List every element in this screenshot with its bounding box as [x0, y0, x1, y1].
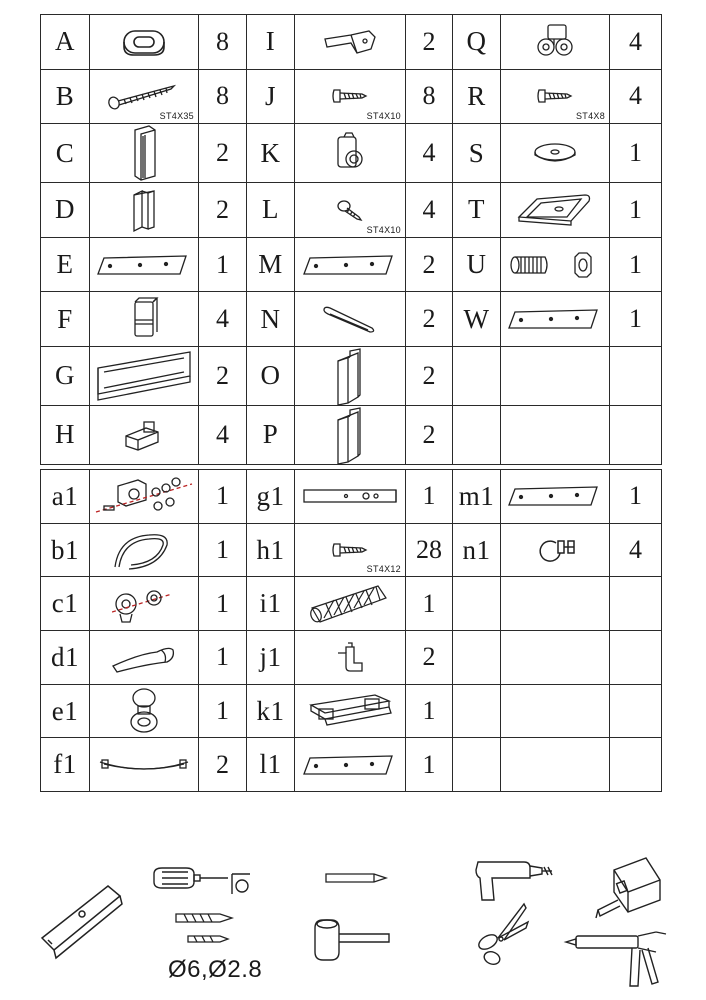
- table-row: [41, 523, 662, 577]
- part-letter: j1: [247, 631, 295, 685]
- part-letter: Q: [453, 15, 501, 70]
- part-quantity: 4: [199, 292, 247, 347]
- part-illustration: [501, 15, 610, 70]
- part-letter: U: [453, 237, 501, 292]
- part-quantity: 8: [199, 15, 247, 70]
- part-illustration: [295, 631, 406, 685]
- part-letter: I: [247, 15, 295, 70]
- part-letter: A: [41, 15, 90, 70]
- table-row: [41, 631, 662, 685]
- drill-bit-icon: [172, 908, 242, 950]
- part-letter: d1: [41, 631, 90, 685]
- part-illustration: [501, 292, 610, 347]
- spirit-level-icon: [38, 878, 128, 963]
- glass-panel-icon: [295, 252, 405, 278]
- round-washer-icon: [501, 141, 609, 165]
- glass-panel-icon: [501, 483, 609, 509]
- part-illustration: [295, 292, 406, 347]
- part-illustration: [295, 346, 406, 405]
- curved-handle-icon: [90, 754, 198, 776]
- part-letter: b1: [41, 523, 90, 577]
- table-row: [41, 470, 662, 524]
- bracket-assembly-icon: [90, 472, 198, 520]
- part-letter: C: [41, 124, 90, 183]
- part-illustration: [295, 684, 406, 738]
- part-letter: h1: [247, 523, 295, 577]
- part-illustration: [90, 577, 199, 631]
- hand-shower-icon: [90, 640, 198, 674]
- part-letter: e1: [41, 684, 90, 738]
- part-quantity: [610, 405, 662, 464]
- table-row: [41, 69, 662, 124]
- part-quantity: 1: [610, 470, 662, 524]
- table-row: [41, 183, 662, 238]
- short-screw-icon: [501, 86, 609, 106]
- part-illustration: [295, 237, 406, 292]
- part-illustration: [501, 631, 610, 685]
- part-quantity: 2: [406, 237, 453, 292]
- accessories-table: [40, 469, 662, 792]
- part-illustration: [295, 405, 406, 464]
- screw-spec: ST4X8: [575, 111, 605, 122]
- part-letter: W: [453, 292, 501, 347]
- channel-profile-icon: [90, 187, 198, 233]
- part-illustration: [90, 684, 199, 738]
- part-quantity: 2: [406, 15, 453, 70]
- part-letter: K: [247, 124, 295, 183]
- part-quantity: 1: [406, 738, 453, 792]
- part-illustration: [90, 124, 199, 183]
- part-quantity: 1: [406, 470, 453, 524]
- mesh-tube-icon: [295, 582, 405, 626]
- part-quantity: 2: [406, 292, 453, 347]
- glass-panel-icon: [295, 752, 405, 778]
- part-quantity: 4: [610, 15, 662, 70]
- long-screw-icon: [90, 81, 198, 111]
- table-row: [41, 237, 662, 292]
- caulking-gun-icon: [560, 922, 670, 997]
- part-letter: D: [41, 183, 90, 238]
- part-illustration: [501, 470, 610, 524]
- shower-tray-icon: [501, 191, 609, 229]
- part-illustration: [501, 684, 610, 738]
- part-quantity: 2: [406, 405, 453, 464]
- part-letter: [453, 738, 501, 792]
- part-quantity: [610, 577, 662, 631]
- parts-table: [40, 14, 662, 465]
- part-letter: [453, 346, 501, 405]
- part-illustration: [501, 69, 610, 124]
- part-letter: E: [41, 237, 90, 292]
- part-quantity: 1: [199, 237, 247, 292]
- part-quantity: 8: [406, 69, 453, 124]
- table-row: [41, 405, 662, 464]
- roller-wheel-icon: [501, 21, 609, 63]
- stopper-block-icon: [90, 418, 198, 452]
- short-screw-icon: [295, 540, 405, 560]
- part-illustration: [90, 15, 199, 70]
- part-letter: N: [247, 292, 295, 347]
- part-illustration: [295, 738, 406, 792]
- hammer-icon: [305, 912, 395, 972]
- part-illustration: [501, 523, 610, 577]
- wall-profile-icon: [90, 124, 198, 182]
- part-quantity: 1: [199, 684, 247, 738]
- part-letter: [453, 405, 501, 464]
- part-illustration: [295, 183, 406, 238]
- part-illustration: [501, 577, 610, 631]
- part-quantity: 8: [199, 69, 247, 124]
- part-quantity: 2: [199, 738, 247, 792]
- scissors-icon: [472, 900, 532, 970]
- part-letter: c1: [41, 577, 90, 631]
- part-letter: i1: [247, 577, 295, 631]
- glass-panel-icon: [501, 306, 609, 332]
- part-quantity: 4: [199, 405, 247, 464]
- screw-spec: ST4X10: [366, 111, 401, 122]
- part-letter: F: [41, 292, 90, 347]
- table-row: [41, 577, 662, 631]
- table-row: [41, 346, 662, 405]
- part-letter: P: [247, 405, 295, 464]
- part-quantity: 4: [406, 183, 453, 238]
- part-quantity: 1: [199, 470, 247, 524]
- part-quantity: 1: [610, 183, 662, 238]
- glass-panel-icon: [90, 252, 198, 278]
- part-illustration: [90, 292, 199, 347]
- part-letter: [453, 684, 501, 738]
- part-letter: f1: [41, 738, 90, 792]
- part-illustration: [501, 124, 610, 183]
- part-illustration: [90, 470, 199, 524]
- part-illustration: [501, 738, 610, 792]
- part-letter: M: [247, 237, 295, 292]
- table-row: [41, 738, 662, 792]
- part-quantity: 1: [406, 684, 453, 738]
- part-illustration: [295, 523, 406, 577]
- part-illustration: [90, 69, 199, 124]
- part-quantity: 1: [199, 631, 247, 685]
- part-illustration: [90, 738, 199, 792]
- power-drill-icon: [472, 856, 557, 906]
- tools-section: [0, 850, 706, 1000]
- part-letter: l1: [247, 738, 295, 792]
- part-quantity: 2: [406, 346, 453, 405]
- bolt-nut-icon: [501, 249, 609, 281]
- part-illustration: [295, 577, 406, 631]
- screw-spec: ST4X10: [366, 224, 401, 235]
- hose-icon: [90, 527, 198, 573]
- angle-profile-icon: [295, 347, 405, 405]
- table-row: [41, 684, 662, 738]
- table-row: [41, 15, 662, 70]
- part-illustration: [295, 69, 406, 124]
- part-quantity: 1: [199, 523, 247, 577]
- part-quantity: [610, 684, 662, 738]
- part-quantity: 4: [610, 523, 662, 577]
- pipe-clamp-icon: [501, 533, 609, 567]
- part-quantity: 28: [406, 523, 453, 577]
- part-illustration: [295, 124, 406, 183]
- part-letter: S: [453, 124, 501, 183]
- part-quantity: [610, 346, 662, 405]
- part-letter: O: [247, 346, 295, 405]
- part-letter: B: [41, 69, 90, 124]
- end-cap-icon: [90, 296, 198, 342]
- part-quantity: 4: [610, 69, 662, 124]
- short-screw-icon: [295, 86, 405, 106]
- part-illustration: [90, 523, 199, 577]
- part-illustration: [295, 15, 406, 70]
- part-illustration: [90, 631, 199, 685]
- part-illustration: [90, 346, 199, 405]
- bar-icon: [295, 484, 405, 508]
- table-row: [41, 124, 662, 183]
- screwdriver-icon: [150, 860, 260, 900]
- part-illustration: [295, 470, 406, 524]
- part-quantity: 2: [406, 631, 453, 685]
- part-illustration: [90, 237, 199, 292]
- part-letter: g1: [247, 470, 295, 524]
- part-letter: R: [453, 69, 501, 124]
- part-letter: L: [247, 183, 295, 238]
- part-quantity: 2: [199, 346, 247, 405]
- towel-rail-icon: [295, 691, 405, 731]
- part-quantity: 4: [406, 124, 453, 183]
- part-quantity: 1: [610, 237, 662, 292]
- part-letter: T: [453, 183, 501, 238]
- angle-profile-icon: [295, 406, 405, 464]
- part-illustration: [501, 346, 610, 405]
- part-illustration: [501, 183, 610, 238]
- part-letter: n1: [453, 523, 501, 577]
- part-quantity: 2: [199, 124, 247, 183]
- part-quantity: 2: [199, 183, 247, 238]
- part-letter: m1: [453, 470, 501, 524]
- elbow-fitting-icon: [295, 637, 405, 677]
- wall-connector-icon: [90, 580, 198, 628]
- part-letter: G: [41, 346, 90, 405]
- screw-spec: ST4X35: [159, 111, 194, 122]
- door-handle-icon: [295, 302, 405, 336]
- part-quantity: 1: [199, 577, 247, 631]
- part-letter: J: [247, 69, 295, 124]
- screw-icon: [295, 197, 405, 223]
- clamp-knob-icon: [295, 131, 405, 175]
- part-letter: k1: [247, 684, 295, 738]
- part-quantity: [610, 738, 662, 792]
- knob-icon: [90, 686, 198, 736]
- part-letter: a1: [41, 470, 90, 524]
- part-letter: H: [41, 405, 90, 464]
- part-quantity: 1: [610, 292, 662, 347]
- part-quantity: 1: [610, 124, 662, 183]
- part-illustration: [501, 405, 610, 464]
- part-letter: [453, 631, 501, 685]
- rail-profile-icon: [90, 348, 198, 404]
- part-illustration: [501, 237, 610, 292]
- screw-spec: ST4X12: [366, 564, 401, 575]
- drill-bit-sizes: Ø6,Ø2.8: [168, 956, 263, 983]
- part-quantity: [610, 631, 662, 685]
- glass-clip-icon: [295, 27, 405, 57]
- part-quantity: 1: [406, 577, 453, 631]
- part-illustration: [90, 405, 199, 464]
- pencil-icon: [322, 868, 392, 888]
- table-row: [41, 292, 662, 347]
- tape-measure-icon: [590, 856, 670, 926]
- part-illustration: [90, 183, 199, 238]
- part-letter: [453, 577, 501, 631]
- oval-bushing-icon: [90, 25, 198, 59]
